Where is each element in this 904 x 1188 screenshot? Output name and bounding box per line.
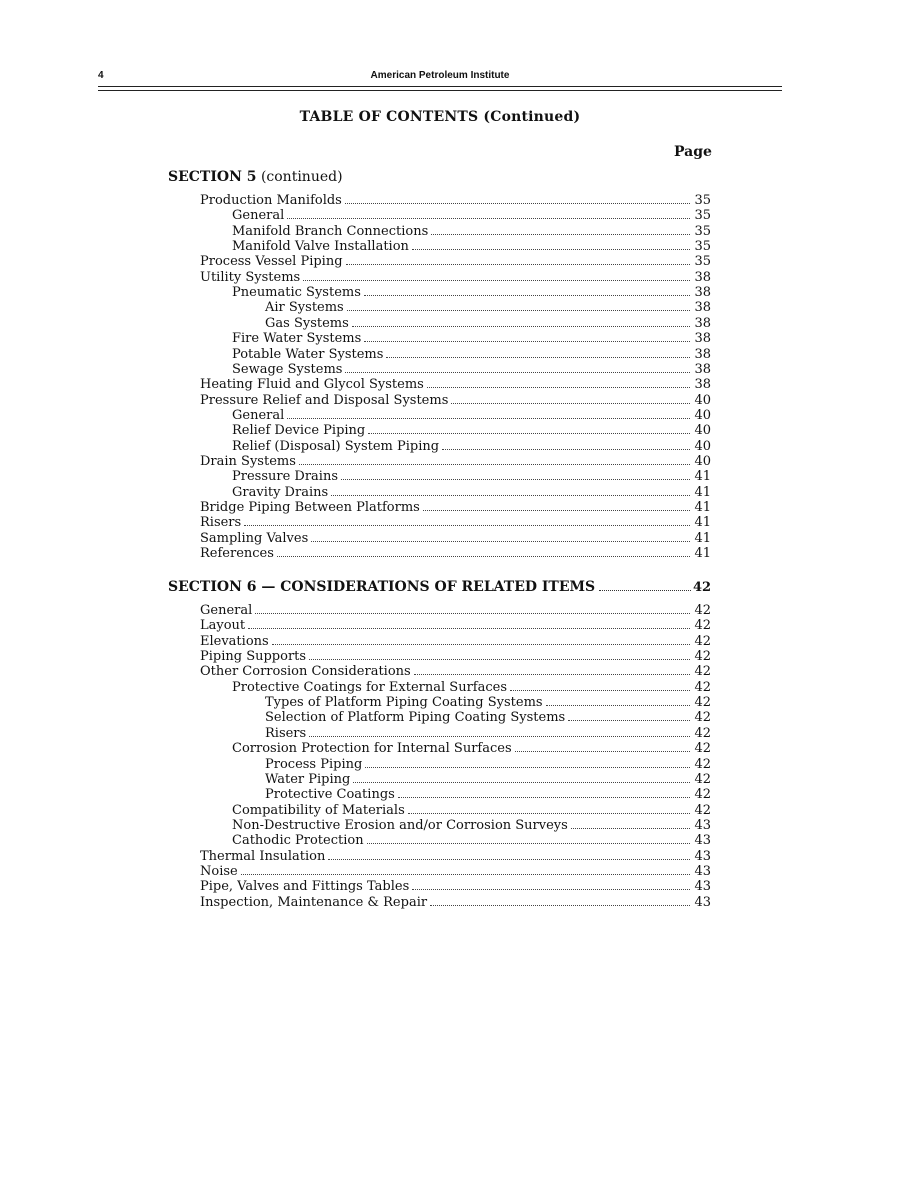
toc-entry	[232, 741, 711, 756]
section-5-heading	[168, 169, 343, 185]
leader-dots	[365, 767, 690, 768]
leader-dots	[303, 280, 690, 281]
leader-dots	[309, 736, 690, 737]
leader-dots	[430, 905, 690, 906]
toc-entry-title: Other Corrosion Considerations	[200, 664, 411, 680]
toc-entry	[232, 833, 711, 848]
toc-entry	[200, 193, 711, 208]
header-rule-top	[98, 86, 782, 87]
leader-dots	[299, 464, 690, 465]
leader-dots	[412, 889, 690, 890]
leader-dots	[272, 644, 690, 645]
toc-entry-page: 35	[694, 208, 711, 224]
toc-entry-title: Cathodic Protection	[232, 833, 364, 849]
toc-entry-title: Relief Device Piping	[232, 423, 366, 439]
toc-entry	[200, 393, 711, 408]
leader-dots	[352, 326, 690, 327]
toc-entry-title: Types of Platform Piping Coating Systems	[265, 695, 543, 711]
toc-entry	[232, 331, 711, 346]
toc-entry-page: 42	[694, 664, 711, 680]
toc-entry-page: 42	[694, 802, 711, 818]
toc-entry-page: 40	[694, 392, 711, 408]
toc-entry	[232, 208, 711, 223]
toc-entry-page: 40	[694, 407, 711, 423]
toc-entry-page: 35	[694, 254, 711, 270]
section-5-title: SECTION 5	[168, 169, 257, 185]
leader-dots	[364, 295, 690, 296]
toc-entry	[200, 664, 711, 679]
toc-entry-title: Gravity Drains	[232, 484, 329, 500]
toc-entry	[200, 531, 711, 546]
leader-dots	[442, 449, 690, 450]
toc-entry	[200, 254, 711, 269]
toc-entry-page: 41	[694, 500, 711, 515]
toc-entry-title: References	[200, 546, 274, 562]
page-number: 4	[98, 70, 104, 81]
leader-dots	[367, 843, 690, 844]
toc-entry-title: Noise	[200, 863, 238, 879]
toc-entry-page: 43	[694, 894, 711, 910]
toc-entry-title: Gas Systems	[265, 315, 349, 331]
leader-dots	[414, 674, 690, 675]
toc-entry-page: 42	[694, 741, 711, 757]
toc-entry-page: 35	[694, 223, 711, 239]
toc-entry-title: Corrosion Protection for Internal Surfaces	[232, 741, 512, 757]
toc-entry	[265, 726, 711, 741]
toc-entry-title: Elevations	[200, 633, 269, 649]
toc-entry-page: 40	[694, 438, 711, 454]
toc-entry	[232, 423, 711, 438]
toc-entry	[200, 649, 711, 664]
toc-entry-page: 42	[694, 679, 711, 695]
toc-entry-page: 42	[694, 756, 711, 772]
toc-entry-title: General	[200, 603, 253, 618]
toc-entry-title: Manifold Valve Installation	[232, 239, 409, 255]
toc-entry-title: Potable Water Systems	[232, 346, 384, 362]
leader-dots	[287, 218, 690, 219]
toc-entry-title: Heating Fluid and Glycol Systems	[200, 377, 424, 393]
toc-entry-page: 41	[694, 546, 711, 562]
toc-entry-page: 35	[694, 239, 711, 255]
toc-entry-page: 38	[694, 285, 711, 301]
leader-dots	[345, 372, 690, 373]
leader-dots	[431, 234, 690, 235]
toc-entry-page: 43	[694, 848, 711, 864]
leader-dots	[423, 510, 690, 511]
toc-entry-page: 41	[694, 530, 711, 546]
toc-entry	[232, 680, 711, 695]
toc-entry-page: 42	[694, 649, 711, 665]
toc-entry	[232, 347, 711, 362]
toc-entry-page: 38	[694, 269, 711, 285]
toc-entry	[232, 439, 711, 454]
section-6-title: SECTION 6 — CONSIDERATIONS OF RELATED ITEMS	[168, 579, 596, 595]
toc-entry-title: Sewage Systems	[232, 361, 343, 377]
toc-entry	[232, 818, 711, 833]
leader-dots	[255, 613, 690, 614]
toc-entry-title: Layout	[200, 618, 246, 634]
section-6-page: 42	[693, 580, 712, 595]
leader-dots	[277, 556, 690, 557]
leader-dots	[345, 203, 690, 204]
toc-entry	[265, 757, 711, 772]
toc-entry-title: Pipe, Valves and Fittings Tables	[200, 879, 410, 895]
toc-entry-title: Sampling Valves	[200, 530, 309, 546]
publisher-name: American Petroleum Institute	[370, 70, 510, 81]
toc-entry	[232, 239, 711, 254]
leader-dots	[515, 751, 690, 752]
toc-entry-title: Manifold Branch Connections	[232, 223, 429, 239]
leader-dots	[568, 720, 690, 721]
toc-entry-title: Air Systems	[265, 300, 344, 316]
toc-entry-page: 43	[694, 833, 711, 849]
toc-entry-page: 42	[694, 771, 711, 787]
leader-dots	[398, 797, 690, 798]
toc-entry-page: 42	[694, 618, 711, 634]
toc-entry-page: 42	[694, 725, 711, 741]
toc-entry-title: Thermal Insulation	[200, 848, 326, 864]
leader-dots	[341, 479, 690, 480]
leader-dots	[353, 782, 690, 783]
toc-entry-title: Inspection, Maintenance & Repair	[200, 894, 428, 910]
toc-entry-title: Pneumatic Systems	[232, 285, 361, 301]
leader-dots	[427, 387, 690, 388]
toc-entry	[232, 362, 711, 377]
toc-entry	[232, 803, 711, 818]
toc-entry	[265, 710, 711, 725]
toc-entry	[265, 300, 711, 315]
toc-entry-page: 38	[694, 315, 711, 331]
toc-entry-page: 41	[694, 515, 711, 531]
toc-entry-page: 42	[694, 633, 711, 649]
leader-dots	[241, 874, 690, 875]
leader-dots	[364, 341, 690, 342]
toc-entry	[200, 454, 711, 469]
leader-dots	[244, 525, 690, 526]
toc-entry-page: 41	[694, 469, 711, 485]
leader-dots	[347, 310, 690, 311]
toc-entry-title: Drain Systems	[200, 453, 296, 469]
toc-entry-title: Process Vessel Piping	[200, 254, 343, 270]
toc-entry-title: Bridge Piping Between Platforms	[200, 500, 420, 515]
toc-entry-title: Utility Systems	[200, 269, 301, 285]
toc-entry-page: 38	[694, 331, 711, 347]
toc-entry-page: 42	[694, 695, 711, 711]
toc-entry-title: Compatibility of Materials	[232, 802, 405, 818]
leader-dots	[368, 433, 690, 434]
toc-entry-page: 38	[694, 346, 711, 362]
toc-entry	[200, 270, 711, 285]
toc-entry-page: 43	[694, 817, 711, 833]
leader-dots	[599, 590, 691, 591]
toc-entry	[200, 864, 711, 879]
leader-dots	[309, 659, 690, 660]
toc-entry	[232, 485, 711, 500]
toc-entry-title: Process Piping	[265, 756, 363, 772]
leader-dots	[412, 249, 690, 250]
toc-entry	[200, 849, 711, 864]
toc-entry-title: Piping Supports	[200, 649, 307, 665]
toc-entry-page: 38	[694, 300, 711, 316]
leader-dots	[451, 403, 690, 404]
toc-entry	[232, 285, 711, 300]
toc-entry-title: Risers	[200, 515, 242, 531]
leader-dots	[346, 264, 690, 265]
toc-entry	[232, 408, 711, 423]
leader-dots	[510, 690, 690, 691]
toc-entry	[265, 772, 711, 787]
toc-entry-title: Relief (Disposal) System Piping	[232, 438, 440, 454]
toc-title: TABLE OF CONTENTS (Continued)	[299, 109, 581, 125]
leader-dots	[386, 357, 690, 358]
toc-entry-title: Pressure Drains	[232, 469, 338, 485]
toc-entry	[232, 469, 711, 484]
leader-dots	[571, 828, 690, 829]
toc-entry-page: 38	[694, 377, 711, 393]
toc-entry-title: Selection of Platform Piping Coating Systems	[265, 710, 566, 726]
toc-entry-page: 42	[694, 710, 711, 726]
toc-entry-page: 40	[694, 423, 711, 439]
leader-dots	[331, 495, 690, 496]
toc-entry-title: Fire Water Systems	[232, 331, 362, 347]
leader-dots	[328, 859, 690, 860]
toc-entry	[232, 224, 711, 239]
toc-entry-page: 40	[694, 453, 711, 469]
section-6-heading	[168, 579, 711, 595]
leader-dots	[408, 813, 690, 814]
page-column-label: Page	[674, 144, 712, 160]
toc-entry-title: Protective Coatings for External Surfaces	[232, 679, 507, 695]
toc-entry-title: Non-Destructive Erosion and/or Corrosion Surveys	[232, 817, 568, 833]
toc-entry-page: 35	[694, 193, 711, 208]
header-rule-bottom	[98, 90, 782, 91]
toc-entry	[265, 787, 711, 802]
toc-entry-page: 41	[694, 484, 711, 500]
leader-dots	[248, 628, 690, 629]
toc-entry-title: General	[232, 208, 285, 224]
toc-entry	[200, 634, 711, 649]
toc-entry-page: 42	[694, 787, 711, 803]
section-5-suffix: (continued)	[256, 169, 343, 185]
toc-entry-title: General	[232, 407, 285, 423]
toc-entry-title: Pressure Relief and Disposal Systems	[200, 392, 449, 408]
toc-entry	[265, 316, 711, 331]
toc-entry	[200, 546, 711, 561]
leader-dots	[311, 541, 690, 542]
toc-entry	[200, 618, 711, 633]
toc-entry	[200, 879, 711, 894]
toc-entry-title: Water Piping	[265, 771, 351, 787]
toc-entry-title: Protective Coatings	[265, 787, 395, 803]
toc-entry-title: Production Manifolds	[200, 193, 342, 208]
toc-entry-page: 42	[694, 603, 711, 618]
toc-entry-page: 43	[694, 863, 711, 879]
toc-entry	[200, 500, 711, 515]
toc-entry	[265, 695, 711, 710]
toc-entry-page: 38	[694, 361, 711, 377]
toc-entry	[200, 603, 711, 618]
toc-entry	[200, 377, 711, 392]
leader-dots	[287, 418, 690, 419]
toc-entry	[200, 515, 711, 530]
leader-dots	[546, 705, 690, 706]
toc-entry	[200, 895, 711, 910]
toc-entry-title: Risers	[265, 725, 307, 741]
toc-entry-page: 43	[694, 879, 711, 895]
